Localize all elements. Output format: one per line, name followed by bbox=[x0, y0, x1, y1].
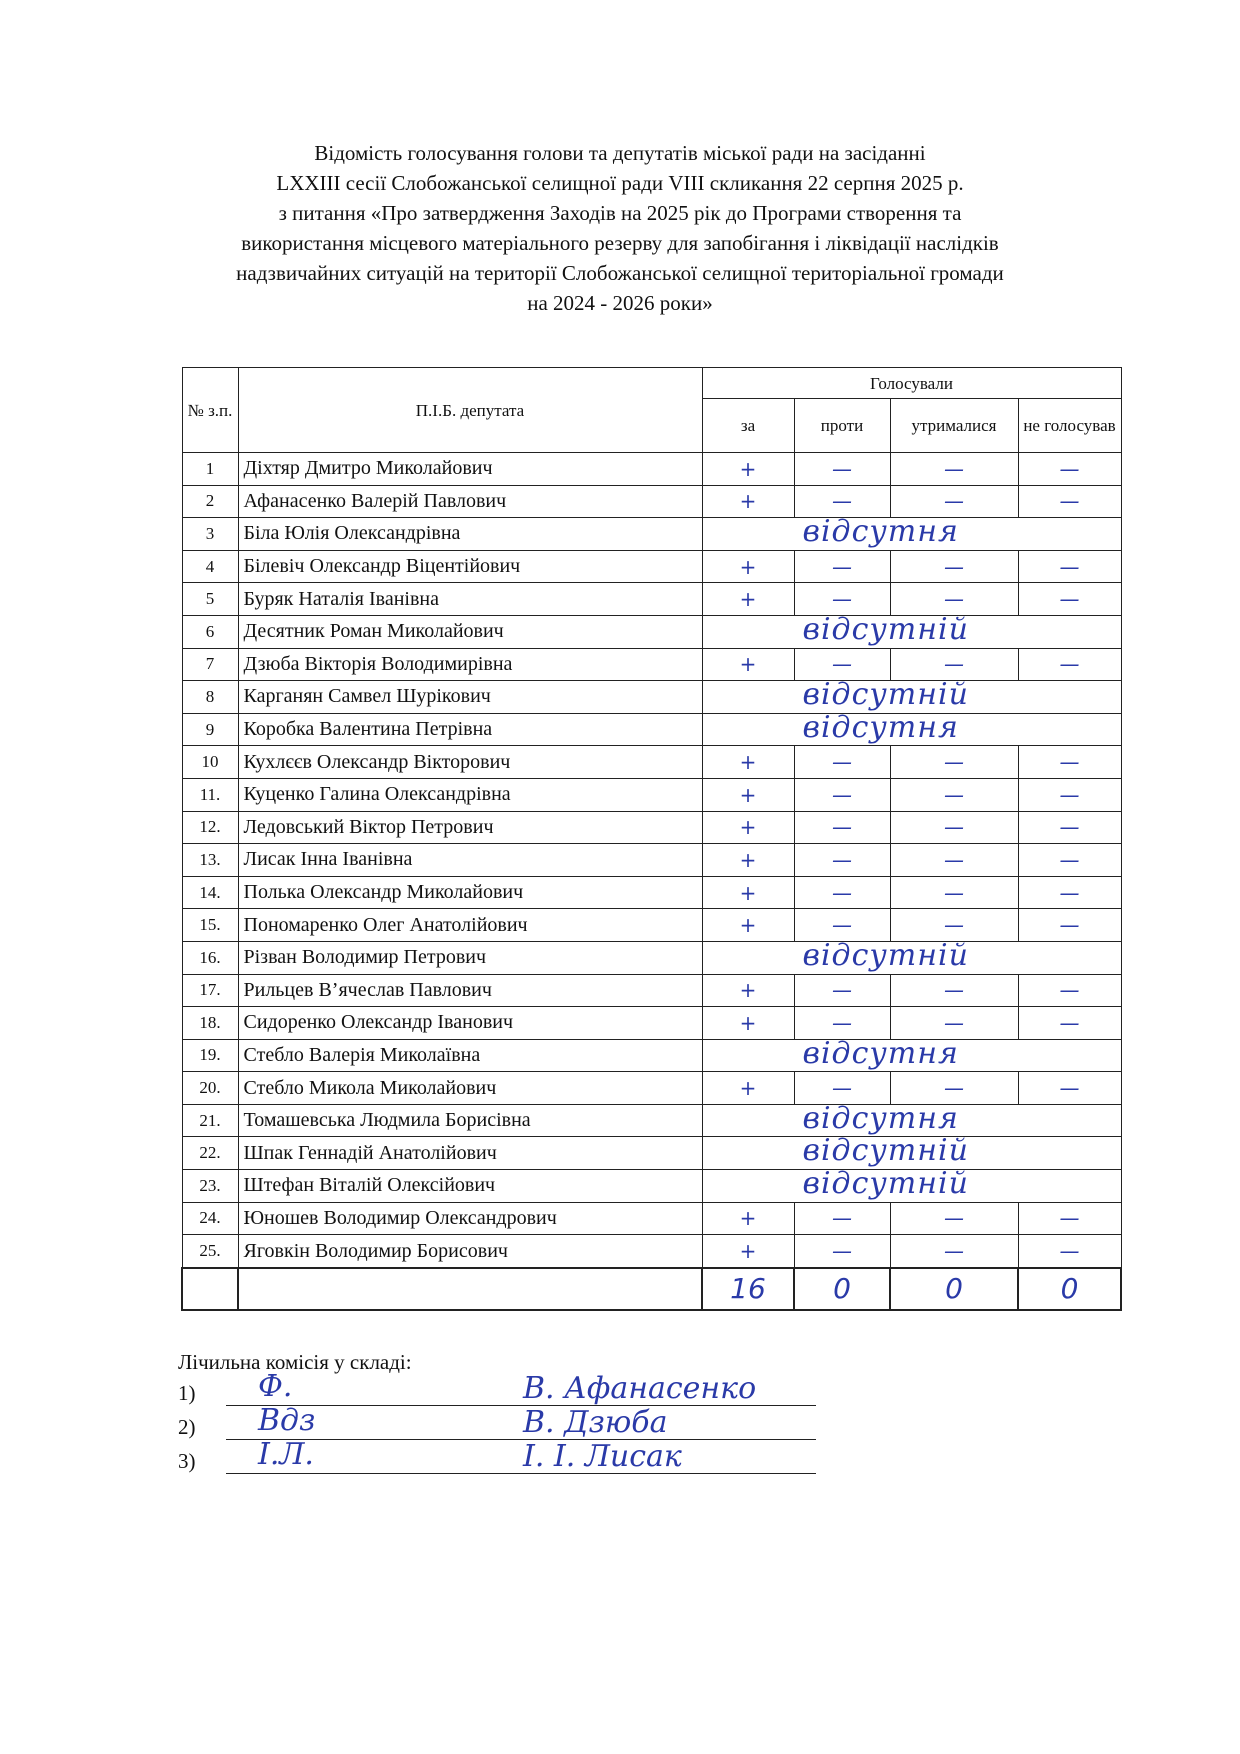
vote-against-mark: — bbox=[794, 453, 890, 486]
table-row bbox=[182, 844, 1121, 877]
vote-against-mark: — bbox=[794, 1072, 890, 1105]
vote-abstained-mark: — bbox=[890, 1072, 1018, 1105]
table-row bbox=[182, 648, 1121, 681]
header-name: П.І.Б. депутата bbox=[238, 368, 702, 453]
voting-table-body bbox=[182, 453, 1121, 1268]
row-number: 9 bbox=[182, 713, 238, 746]
vote-against-mark: — bbox=[794, 648, 890, 681]
vote-not-voted-mark: — bbox=[1018, 550, 1121, 583]
table-row bbox=[182, 1039, 1121, 1072]
deputy-name: Стебло Валерія Миколаївна bbox=[238, 1039, 702, 1072]
table-row bbox=[182, 518, 1121, 551]
deputy-name: Біла Юлія Олександрівна bbox=[238, 518, 702, 551]
vote-not-voted-mark: — bbox=[1018, 485, 1121, 518]
vote-against-mark: — bbox=[794, 844, 890, 877]
deputy-name: Різван Володимир Петрович bbox=[238, 941, 702, 974]
vote-for-mark: + bbox=[702, 844, 794, 877]
commission-label: Лічильна комісія у складі: bbox=[178, 1350, 412, 1374]
vote-against-mark: — bbox=[794, 550, 890, 583]
table-row bbox=[182, 1202, 1121, 1235]
table-row bbox=[182, 485, 1121, 518]
deputy-name: Афанасенко Валерій Павлович bbox=[238, 485, 702, 518]
vote-abstained-mark: — bbox=[890, 974, 1018, 1007]
vote-against-mark: — bbox=[794, 1007, 890, 1040]
table-row bbox=[182, 615, 1121, 648]
vote-for-mark: + bbox=[702, 583, 794, 616]
row-number: 21. bbox=[182, 1104, 238, 1137]
vote-for-mark: + bbox=[702, 974, 794, 1007]
deputy-name: Штефан Віталій Олексійович bbox=[238, 1170, 702, 1203]
counting-commission bbox=[178, 1350, 878, 1477]
member-number: 2) bbox=[178, 1415, 196, 1439]
vote-for-mark: + bbox=[702, 1072, 794, 1105]
row-number: 25. bbox=[182, 1235, 238, 1268]
table-row bbox=[182, 941, 1121, 974]
deputy-name: Лисак Інна Іванівна bbox=[238, 844, 702, 877]
vote-not-voted-mark: — bbox=[1018, 453, 1121, 486]
row-number: 20. bbox=[182, 1072, 238, 1105]
vote-not-voted-mark: — bbox=[1018, 811, 1121, 844]
member-number: 3) bbox=[178, 1449, 196, 1473]
vote-for-mark: + bbox=[702, 1235, 794, 1268]
vote-against-mark: — bbox=[794, 876, 890, 909]
row-number: 12. bbox=[182, 811, 238, 844]
row-number: 13. bbox=[182, 844, 238, 877]
member-name: І. І. Лисак bbox=[523, 1439, 682, 1474]
vote-for-mark: + bbox=[702, 550, 794, 583]
table-row bbox=[182, 681, 1121, 714]
vote-for-mark: + bbox=[702, 746, 794, 779]
row-number: 7 bbox=[182, 648, 238, 681]
deputy-name: Юношев Володимир Олександрович bbox=[238, 1202, 702, 1235]
total-for: 16 bbox=[702, 1268, 794, 1310]
vote-abstained-mark: — bbox=[890, 746, 1018, 779]
deputy-name: Полька Олександр Миколайович bbox=[238, 876, 702, 909]
table-row bbox=[182, 550, 1121, 583]
member-signature: Ф. bbox=[258, 1369, 293, 1404]
total-not-voted: 0 bbox=[1018, 1268, 1121, 1310]
absent-cell bbox=[702, 1035, 1121, 1072]
signature-line bbox=[226, 1439, 816, 1440]
deputy-name: Десятник Роман Миколайович bbox=[238, 615, 702, 648]
total-abstained: 0 bbox=[890, 1268, 1018, 1310]
vote-not-voted-mark: — bbox=[1018, 876, 1121, 909]
deputy-name: Коробка Валентина Петрівна bbox=[238, 713, 702, 746]
vote-for-mark: + bbox=[702, 453, 794, 486]
vote-abstained-mark: — bbox=[890, 1235, 1018, 1268]
row-number: 5 bbox=[182, 583, 238, 616]
document-title bbox=[130, 138, 1110, 318]
vote-for-mark: + bbox=[702, 485, 794, 518]
deputy-name: Томашевська Людмила Борисівна bbox=[238, 1104, 702, 1137]
vote-for-mark: + bbox=[702, 876, 794, 909]
member-name: В. Афанасенко bbox=[523, 1371, 757, 1406]
deputy-name: Буряк Наталія Іванівна bbox=[238, 583, 702, 616]
deputy-name: Білевіч Олександр Віцентійович bbox=[238, 550, 702, 583]
absent-cell bbox=[702, 677, 1121, 714]
voting-table bbox=[181, 367, 1122, 1311]
table-row bbox=[182, 713, 1121, 746]
total-against: 0 bbox=[794, 1268, 890, 1310]
vote-against-mark: — bbox=[794, 485, 890, 518]
row-number: 4 bbox=[182, 550, 238, 583]
vote-not-voted-mark: — bbox=[1018, 974, 1121, 1007]
absent-cell bbox=[702, 611, 1121, 648]
vote-for-mark: + bbox=[702, 909, 794, 942]
table-row bbox=[182, 1170, 1121, 1203]
absent-cell bbox=[702, 709, 1121, 746]
vote-against-mark: — bbox=[794, 974, 890, 1007]
signature-line bbox=[226, 1473, 816, 1474]
deputy-name: Куценко Галина Олександрівна bbox=[238, 778, 702, 811]
vote-against-mark: — bbox=[794, 746, 890, 779]
absent-note: відсутній bbox=[802, 611, 969, 647]
deputy-name: Пономаренко Олег Анатолійович bbox=[238, 909, 702, 942]
deputy-name: Шпак Геннадій Анатолійович bbox=[238, 1137, 702, 1170]
member-name: В. Дзюба bbox=[523, 1405, 668, 1440]
deputy-name: Сидоренко Олександр Іванович bbox=[238, 1007, 702, 1040]
vote-abstained-mark: — bbox=[890, 485, 1018, 518]
row-number: 10 bbox=[182, 746, 238, 779]
vote-against-mark: — bbox=[794, 1202, 890, 1235]
member-number: 1) bbox=[178, 1381, 196, 1405]
vote-not-voted-mark: — bbox=[1018, 1072, 1121, 1105]
vote-against-mark: — bbox=[794, 1235, 890, 1268]
title-line: LXXIII сесії Слобожанської селищної ради VIII скликання 22 серпня 2025 р. bbox=[276, 171, 964, 195]
deputy-name: Стебло Микола Миколайович bbox=[238, 1072, 702, 1105]
table-row bbox=[182, 1072, 1121, 1105]
title-line: надзвичайних ситуацій на території Слобожанської селищної територіальної громади bbox=[236, 261, 1004, 285]
table-row bbox=[182, 746, 1121, 779]
absent-note: відсутній bbox=[802, 677, 969, 713]
deputy-name: Дзюба Вікторія Володимирівна bbox=[238, 648, 702, 681]
row-number: 17. bbox=[182, 974, 238, 1007]
vote-abstained-mark: — bbox=[890, 876, 1018, 909]
title-line: Відомість голосування голови та депутатів міської ради на засіданні bbox=[314, 141, 926, 165]
row-number: 16. bbox=[182, 941, 238, 974]
vote-against-mark: — bbox=[794, 811, 890, 844]
vote-against-mark: — bbox=[794, 778, 890, 811]
vote-for-mark: + bbox=[702, 1202, 794, 1235]
deputy-name: Рильцев В’ячеслав Павлович bbox=[238, 974, 702, 1007]
title-line: з питання «Про затвердження Заходів на 2025 рік до Програми створення та bbox=[278, 201, 962, 225]
absent-cell bbox=[702, 937, 1121, 974]
absent-cell bbox=[702, 1166, 1121, 1203]
header-voted: Голосували bbox=[702, 368, 1121, 399]
vote-against-mark: — bbox=[794, 583, 890, 616]
title-line: використання місцевого матеріального резерву для запобігання і ліквідації наслідків bbox=[241, 231, 999, 255]
vote-abstained-mark: — bbox=[890, 811, 1018, 844]
row-number: 11. bbox=[182, 778, 238, 811]
vote-not-voted-mark: — bbox=[1018, 583, 1121, 616]
vote-not-voted-mark: — bbox=[1018, 1007, 1121, 1040]
absent-note: відсутня bbox=[802, 709, 959, 745]
row-number: 8 bbox=[182, 681, 238, 714]
vote-not-voted-mark: — bbox=[1018, 1235, 1121, 1268]
vote-against-mark: — bbox=[794, 909, 890, 942]
absent-cell bbox=[702, 514, 1121, 551]
vote-abstained-mark: — bbox=[890, 453, 1018, 486]
title-line: на 2024 - 2026 роки» bbox=[527, 291, 713, 315]
table-row bbox=[182, 876, 1121, 909]
table-row bbox=[182, 974, 1121, 1007]
row-number: 2 bbox=[182, 485, 238, 518]
absent-note: відсутній bbox=[802, 1166, 969, 1202]
header-against: проти bbox=[794, 399, 890, 453]
absent-note: відсутня bbox=[802, 514, 959, 550]
absent-note: відсутня bbox=[802, 1100, 959, 1136]
member-signature: Вдз bbox=[258, 1403, 316, 1438]
absent-note: відсутня bbox=[802, 1035, 959, 1071]
vote-not-voted-mark: — bbox=[1018, 778, 1121, 811]
absent-cell bbox=[702, 1133, 1121, 1170]
row-number: 14. bbox=[182, 876, 238, 909]
commission-member bbox=[178, 1437, 878, 1477]
row-number: 15. bbox=[182, 909, 238, 942]
row-number: 6 bbox=[182, 615, 238, 648]
totals-name-cell bbox=[238, 1268, 702, 1310]
table-row bbox=[182, 453, 1121, 486]
row-number: 3 bbox=[182, 518, 238, 551]
vote-for-mark: + bbox=[702, 778, 794, 811]
vote-for-mark: + bbox=[702, 648, 794, 681]
deputy-name: Карганян Самвел Шурікович bbox=[238, 681, 702, 714]
deputy-name: Діхтяр Дмитро Миколайович bbox=[238, 453, 702, 486]
table-row bbox=[182, 1235, 1121, 1268]
table-row bbox=[182, 811, 1121, 844]
vote-abstained-mark: — bbox=[890, 778, 1018, 811]
totals-row bbox=[182, 1268, 1121, 1310]
vote-abstained-mark: — bbox=[890, 1007, 1018, 1040]
vote-abstained-mark: — bbox=[890, 583, 1018, 616]
header-not-voted: не голосував bbox=[1018, 399, 1121, 453]
table-row bbox=[182, 1007, 1121, 1040]
table-row bbox=[182, 1137, 1121, 1170]
absent-note: відсутній bbox=[802, 937, 969, 973]
table-row bbox=[182, 909, 1121, 942]
member-signature: І.Л. bbox=[258, 1437, 314, 1472]
totals-num-cell bbox=[182, 1268, 238, 1310]
vote-not-voted-mark: — bbox=[1018, 648, 1121, 681]
vote-not-voted-mark: — bbox=[1018, 746, 1121, 779]
row-number: 22. bbox=[182, 1137, 238, 1170]
row-number: 1 bbox=[182, 453, 238, 486]
table-row bbox=[182, 778, 1121, 811]
table-row bbox=[182, 1104, 1121, 1137]
row-number: 19. bbox=[182, 1039, 238, 1072]
row-number: 23. bbox=[182, 1170, 238, 1203]
vote-for-mark: + bbox=[702, 811, 794, 844]
header-abstained: утрималися bbox=[890, 399, 1018, 453]
vote-for-mark: + bbox=[702, 1007, 794, 1040]
vote-not-voted-mark: — bbox=[1018, 909, 1121, 942]
vote-abstained-mark: — bbox=[890, 1202, 1018, 1235]
deputy-name: Яговкін Володимир Борисович bbox=[238, 1235, 702, 1268]
header-num: № з.п. bbox=[182, 368, 238, 453]
vote-abstained-mark: — bbox=[890, 909, 1018, 942]
vote-not-voted-mark: — bbox=[1018, 1202, 1121, 1235]
vote-abstained-mark: — bbox=[890, 648, 1018, 681]
vote-not-voted-mark: — bbox=[1018, 844, 1121, 877]
deputy-name: Ледовський Віктор Петрович bbox=[238, 811, 702, 844]
deputy-name: Кухлєєв Олександр Вікторович bbox=[238, 746, 702, 779]
vote-abstained-mark: — bbox=[890, 550, 1018, 583]
header-for: за bbox=[702, 399, 794, 453]
row-number: 24. bbox=[182, 1202, 238, 1235]
row-number: 18. bbox=[182, 1007, 238, 1040]
vote-abstained-mark: — bbox=[890, 844, 1018, 877]
table-row bbox=[182, 583, 1121, 616]
absent-cell bbox=[702, 1100, 1121, 1137]
absent-note: відсутній bbox=[802, 1133, 969, 1169]
